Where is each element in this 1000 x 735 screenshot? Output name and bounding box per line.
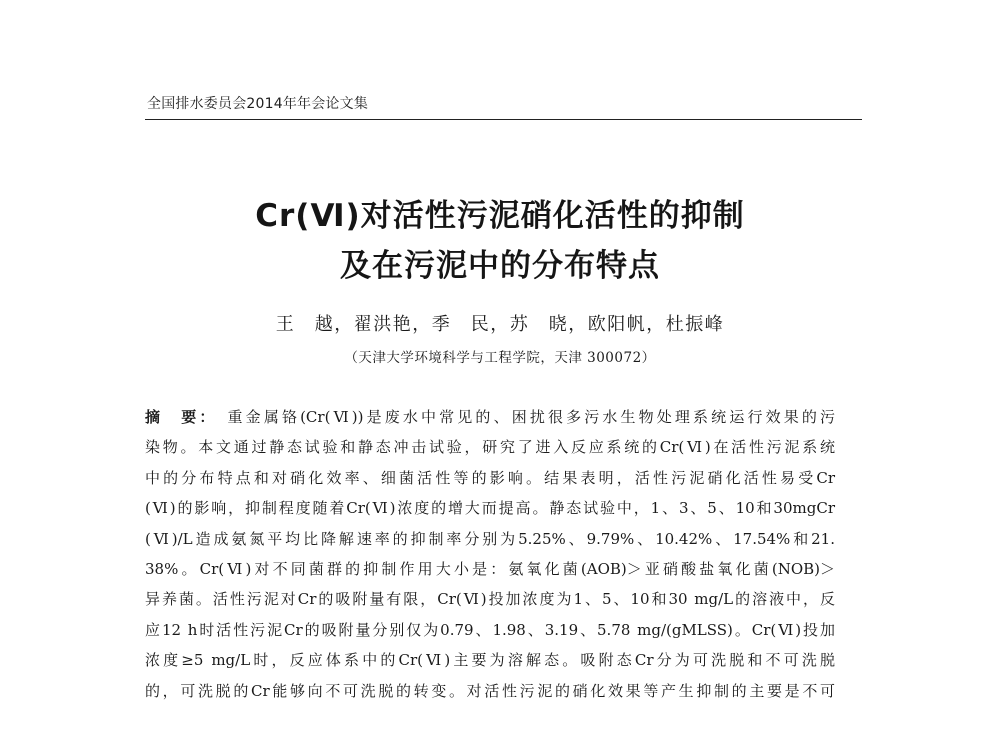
abstract-line: 应12 h时活性污泥Cr的吸附量分别仅为0.79、1.98、3.19、5.78 mg/(gMLSS)。Cr(Ⅵ)投加 [145,620,835,639]
affiliation: （天津大学环境科学与工程学院，天津 300072） [344,350,656,366]
abstract-line: 的，可洗脱的Cr能够向不可洗脱的转变。对活性污泥的硝化效果等产生抑制的主要是不可 [145,681,835,700]
abstract-line: 浓度≥5 mg/L时，反应体系中的Cr(Ⅵ)主要为溶解态。吸附态Cr分为可洗脱和不可洗脱 [145,651,835,670]
author-list: 王 越，翟洪艳，季 民，苏 晓，欧阳帆，杜振峰 [275,314,725,335]
abstract [145,402,835,706]
abstract-line: 中的分布特点和对硝化效率、细菌活性等的影响。结果表明，活性污泥硝化活性易受Cr [145,468,835,487]
running-header: 全国排水委员会2014年年会论文集 [147,96,369,112]
abstract-line: 38%。Cr(Ⅵ)对不同菌群的抑制作用大小是：氨氧化菌(AOB)＞亚硝酸盐氧化菌(NOB)＞ [145,559,835,578]
abstract-line [145,402,835,432]
abstract-line-text: 重金属铬(Cr(Ⅵ))是废水中常见的、困扰很多污水生物处理系统运行效果的污 [227,408,835,426]
abstract-line: (Ⅵ)的影响，抑制程度随着Cr(Ⅵ)浓度的增大而提高。静态试验中，1、3、5、10和30mgCr [145,499,835,518]
abstract-line: 染物。本文通过静态试验和静态冲击试验，研究了进入反应系统的Cr(Ⅵ)在活性污泥系统 [145,438,835,457]
header-divider [145,119,862,120]
abstract-line: 异养菌。活性污泥对Cr的吸附量有限，Cr(Ⅵ)投加浓度为1、5、10和30 mg/L的溶液中，反 [145,590,835,609]
paper-title-line-2: 及在污泥中的分布特点 [340,248,660,284]
abstract-line: (Ⅵ)/L造成氨氮平均比降解速率的抑制率分别为5.25%、9.79%、10.42%、17.54%和21. [145,529,835,548]
paper-title-line-1: Cr(Ⅵ)对活性污泥硝化活性的抑制 [255,198,745,234]
abstract-label: 摘 要： [145,408,218,426]
